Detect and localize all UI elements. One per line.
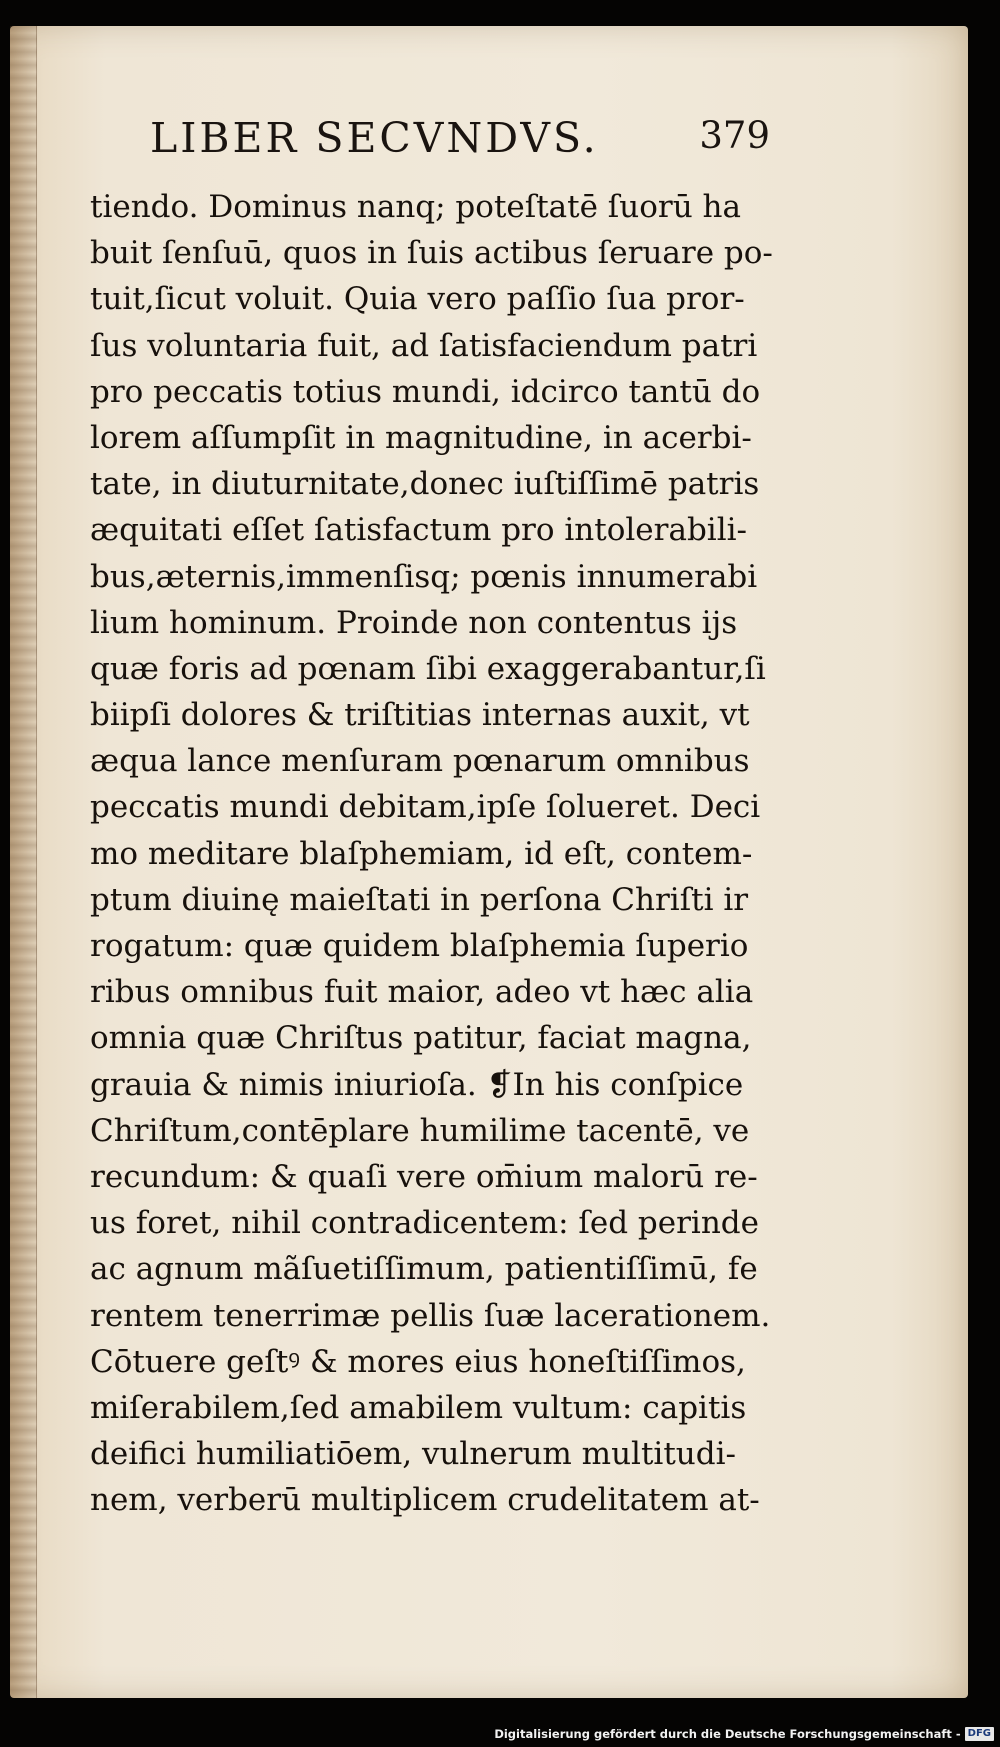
- text-line: ſus voluntaria fuit, ad ſatisfaciendum patri: [90, 327, 758, 364]
- text-line: Cōtuere geſtꝰ & mores eius honeſtiſſimos,: [90, 1343, 746, 1380]
- text-line: Chriſtum,contēplare humilime tacentē, ve: [90, 1112, 750, 1149]
- running-title: LIBER SECVNDVS.: [150, 114, 599, 162]
- dfg-logo-icon: DFG: [965, 1727, 994, 1741]
- text-line: rogatum: quæ quidem blaſphemia ſuperio: [90, 928, 749, 964]
- text-line: tuit,ſicut voluit. Quia vero paſſio ſua pror-: [90, 281, 745, 318]
- page-gutter-edge: [10, 26, 37, 1698]
- text-line: æqua lance menſuram pœnarum omnibus: [90, 743, 750, 780]
- text-line: grauia & nimis iniurioſa. ❡In his conſpice: [90, 1066, 744, 1103]
- text-line: rentem tenerrimæ pellis ſuæ lacerationem.: [90, 1297, 771, 1334]
- text-line: æquitati eſſet ſatisfactum pro intolerabili-: [90, 512, 748, 549]
- text-line: mo meditare blaſphemiam, id eſt, contem-: [90, 835, 753, 872]
- text-line: us foret, nihil contradicentem: ſed perinde: [90, 1205, 759, 1242]
- text-line: recundum: & quaſi vere om̄ium malorū re-: [90, 1158, 758, 1195]
- body-text: [90, 184, 800, 1523]
- text-line: lorem aſſumpſit in magnitudine, in acerbi-: [90, 419, 752, 456]
- text-line: quæ foris ad pœnam ſibi exaggerabantur,ſi: [90, 650, 766, 687]
- text-line: bus,æternis,immenſisq; pœnis innumerabi: [90, 558, 758, 595]
- text-line: ptum diuinę maieſtati in perſona Chriſti ir: [90, 881, 749, 918]
- text-line: peccatis mundi debitam,ipſe ſolueret. Deci: [90, 789, 761, 826]
- footer-credit: [494, 1724, 994, 1744]
- text-line: nem, verberū multiplicem crudelitatem at-: [90, 1482, 760, 1519]
- text-line: tate, in diuturnitate,donec iuſtiſſimē patris: [90, 466, 760, 503]
- book-page: [10, 26, 968, 1698]
- text-line: ribus omnibus fuit maior, adeo vt hæc alia: [90, 974, 754, 1011]
- text-line: pro peccatis totius mundi, idcirco tantū do: [90, 373, 761, 410]
- footer-credit-text: Digitalisierung gefördert durch die Deutsche Forschungsgemeinschaft -: [494, 1727, 961, 1741]
- page-header: [150, 114, 770, 174]
- text-line: omnia quæ Chriſtus patitur, faciat magna,: [90, 1020, 752, 1057]
- text-line: ac agnum mãſuetiſſimum, patientiſſimū, fe: [90, 1251, 758, 1288]
- text-line: buit ſenſuū, quos in ſuis actibus ſeruare po-: [90, 235, 773, 272]
- page-number: 379: [699, 114, 770, 157]
- text-line: miſerabilem,ſed amabilem vultum: capitis: [90, 1389, 747, 1426]
- text-line: biipſi dolores & triſtitias internas auxit, vt: [90, 697, 750, 734]
- text-line: tiendo. Dominus nanq; poteſtatē ſuorū ha: [90, 189, 741, 225]
- text-line: deifici humiliatiōem, vulnerum multitudi-: [90, 1436, 736, 1473]
- text-line: lium hominum. Proinde non contentus ijs: [90, 604, 738, 641]
